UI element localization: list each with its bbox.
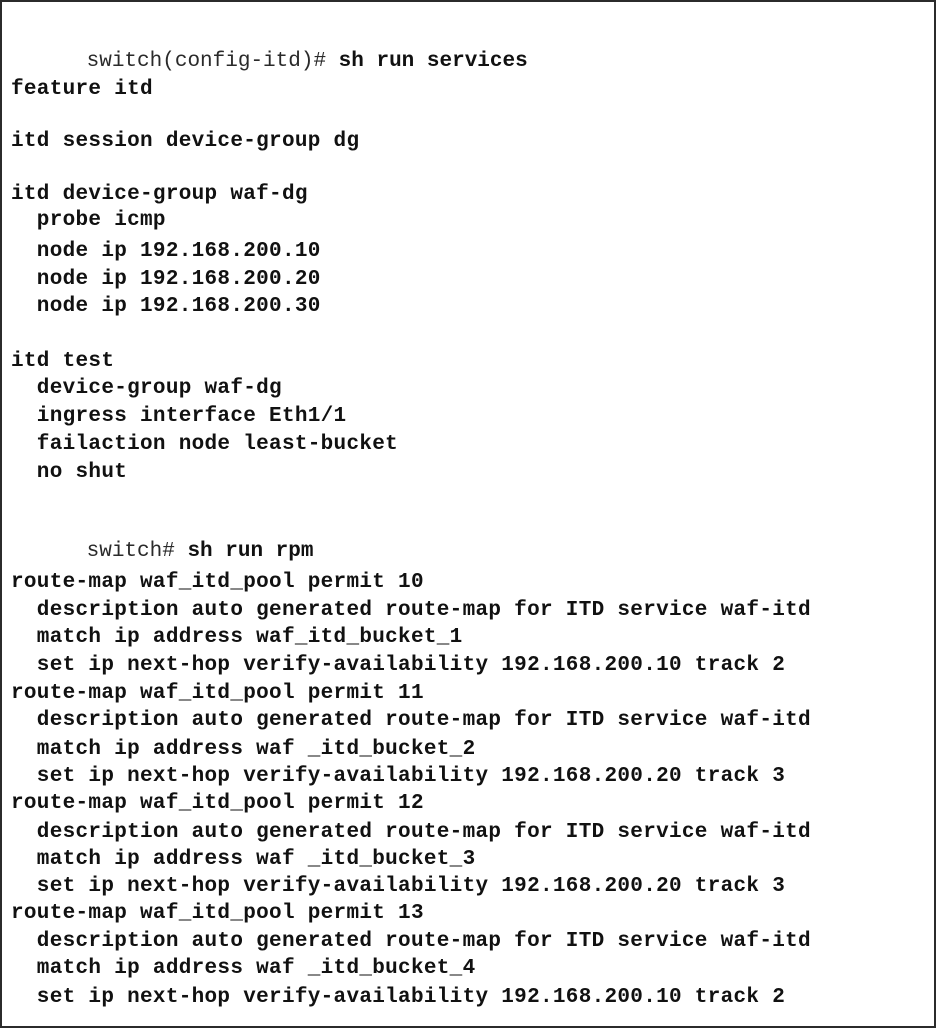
cli-command: sh run services <box>338 50 528 73</box>
config-line: itd test <box>11 350 115 373</box>
config-line: node ip 192.168.200.20 <box>11 268 321 291</box>
config-line: description auto generated route-map for ITD service waf-itd <box>11 930 811 953</box>
config-line: node ip 192.168.200.10 <box>11 240 321 263</box>
config-line: no shut <box>11 461 128 484</box>
config-line: description auto generated route-map for ITD service waf-itd <box>11 821 811 844</box>
config-line: route-map waf_itd_pool permit 12 <box>11 792 424 815</box>
command-line-rpm <box>11 516 314 563</box>
config-line: set ip next-hop verify-availability 192.168.200.10 track 2 <box>11 986 786 1009</box>
config-line: match ip address waf _itd_bucket_4 <box>11 957 476 980</box>
config-line: set ip next-hop verify-availability 192.168.200.20 track 3 <box>11 765 786 788</box>
config-line: route-map waf_itd_pool permit 10 <box>11 571 424 594</box>
config-line: match ip address waf_itd_bucket_1 <box>11 626 463 649</box>
config-line: route-map waf_itd_pool permit 13 <box>11 902 424 925</box>
config-line: itd session device-group dg <box>11 130 360 153</box>
config-line: ingress interface Eth1/1 <box>11 405 347 428</box>
config-line: description auto generated route-map for ITD service waf-itd <box>11 599 811 622</box>
config-line: match ip address waf _itd_bucket_3 <box>11 848 476 871</box>
config-line: feature itd <box>11 78 153 101</box>
cli-prompt: switch(config-itd)# <box>86 50 339 73</box>
config-line: description auto generated route-map for ITD service waf-itd <box>11 709 811 732</box>
config-line: itd device-group waf-dg <box>11 183 308 206</box>
cli-prompt: switch# <box>86 540 188 563</box>
config-line: route-map waf_itd_pool permit 11 <box>11 682 424 705</box>
config-line: failaction node least-bucket <box>11 433 399 456</box>
cli-command: sh run rpm <box>187 540 314 563</box>
config-line: match ip address waf _itd_bucket_2 <box>11 738 476 761</box>
config-line: set ip next-hop verify-availability 192.168.200.20 track 3 <box>11 875 786 898</box>
config-line: device-group waf-dg <box>11 377 282 400</box>
command-line-services <box>11 26 528 73</box>
config-line: node ip 192.168.200.30 <box>11 295 321 318</box>
config-line: set ip next-hop verify-availability 192.168.200.10 track 2 <box>11 654 786 677</box>
config-line: probe icmp <box>11 209 166 232</box>
